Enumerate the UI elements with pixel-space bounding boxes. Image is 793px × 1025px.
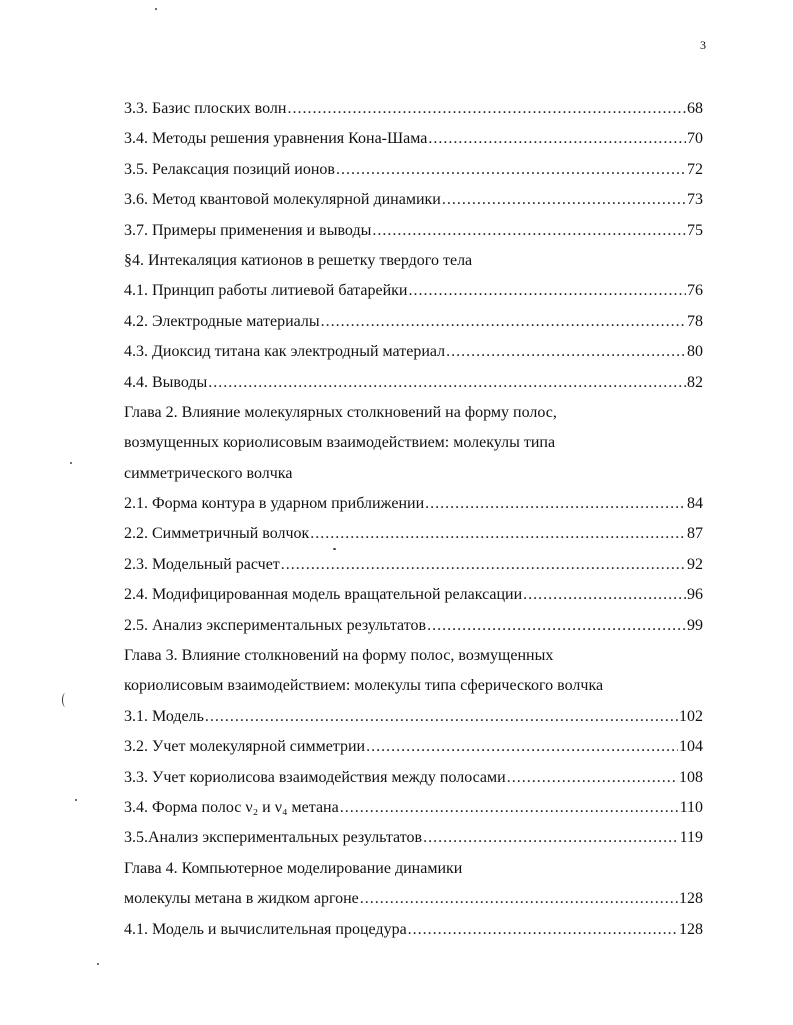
toc-page-number: 102: [679, 707, 703, 725]
toc-entry-title: 3.1. Модель: [124, 707, 204, 725]
toc-page-number: 108: [679, 768, 703, 786]
dot-leader: [321, 307, 686, 337]
dot-leader: [523, 580, 686, 610]
toc-entry: [124, 915, 703, 945]
toc-entry: [124, 368, 703, 398]
toc-entry-title: 3.5.Анализ экспериментальных результатов: [124, 829, 423, 847]
toc-entry: [124, 763, 703, 793]
toc-entry: [124, 94, 703, 124]
toc-entry-title: 4.1. Модель и вычислительная процедура: [124, 920, 407, 938]
scan-artifact-stroke: [62, 693, 69, 707]
toc-entry-title: возмущенных кориолисовым взаимодействием: молекулы типа: [124, 434, 556, 452]
dot-leader: [372, 216, 686, 246]
toc-page-number: 82: [687, 373, 703, 391]
toc-page-number: 119: [679, 829, 703, 847]
toc-page-number: 80: [687, 343, 703, 361]
toc-entry-title: 4.3. Диоксид титана как электродный материал: [124, 343, 446, 361]
toc-entry: [124, 337, 703, 367]
toc-entry: [124, 823, 703, 853]
toc-entry-title: 3.7. Примеры применения и выводы: [124, 221, 372, 239]
toc-heading: [124, 854, 703, 884]
toc-entry: [124, 732, 703, 762]
toc-entry-title: 2.1. Форма контура в ударном приближении: [124, 495, 425, 513]
dot-leader: [208, 368, 686, 398]
dot-leader: [366, 732, 678, 762]
toc-entry: [124, 185, 703, 215]
dot-leader: [281, 550, 686, 580]
toc-page-number: 68: [687, 100, 703, 117]
scan-speck: [155, 8, 157, 10]
toc-entry-title: 3.4. Форма полос ν₂ и ν₄ метана: [124, 798, 339, 816]
dot-leader: [442, 185, 686, 215]
scan-speck: [333, 548, 336, 550]
toc-page-number: 72: [687, 160, 703, 178]
toc-entry-title: 4.1. Принцип работы литиевой батарейки: [124, 282, 408, 300]
dot-leader: [423, 823, 679, 853]
dot-leader: [336, 155, 686, 185]
toc-page-number: 96: [687, 586, 703, 604]
toc-entry-title: 2.3. Модельный расчет: [124, 555, 280, 573]
toc-entry: [124, 611, 703, 641]
toc-heading: [124, 671, 703, 701]
dot-leader: [507, 763, 678, 793]
toc-entry: [124, 884, 703, 914]
toc-heading: [124, 641, 703, 671]
toc-entry-title: симметрического волчка: [124, 464, 293, 482]
toc-entry-title: Глава 2. Влияние молекулярных столкновений на форму полос,: [124, 403, 557, 421]
toc-page-number: 75: [687, 221, 703, 239]
toc-page-number: 128: [679, 920, 703, 938]
toc-entry: [124, 793, 703, 823]
toc-page-number: 87: [687, 525, 703, 543]
toc-page-number: 99: [687, 616, 703, 634]
toc-entry: [124, 276, 703, 306]
toc-entry-title: 3.4. Методы решения уравнения Кона-Шама: [124, 130, 428, 148]
toc-entry-title: 3.2. Учет молекулярной симметрии: [124, 738, 366, 756]
toc-page-number: 70: [687, 130, 703, 148]
page-number: 3: [700, 38, 706, 52]
toc-entry-title: 3.3. Учет кориолисова взаимодействия между полосами: [124, 768, 506, 786]
toc-entry: [124, 580, 703, 610]
dot-leader: [446, 337, 686, 367]
toc-entry: [124, 124, 703, 154]
toc-entry-title: 2.5. Анализ экспериментальных результатов: [124, 616, 427, 634]
dot-leader: [408, 276, 686, 306]
dot-leader: [427, 611, 686, 641]
toc-heading: [124, 459, 703, 489]
scan-speck: [70, 462, 72, 464]
dot-leader: [428, 124, 686, 154]
dot-leader: [408, 915, 678, 945]
scan-speck: [97, 963, 99, 965]
dot-leader: [310, 519, 686, 549]
toc-page-number: 84: [687, 495, 703, 513]
toc-page-number: 128: [679, 890, 703, 908]
toc-entry-title: 2.4. Модифицированная модель вращательной релаксации: [124, 586, 523, 604]
dot-leader: [425, 489, 686, 519]
toc-page-number: 92: [687, 555, 703, 573]
toc-entry-title: 4.4. Выводы: [124, 373, 208, 391]
toc-entry: [124, 702, 703, 732]
dot-leader: [205, 702, 678, 732]
toc-entry-title: Глава 3. Влияние столкновений на форму полос, возмущенных: [124, 647, 554, 665]
toc-entry: [124, 155, 703, 185]
toc-page-number: 104: [679, 738, 703, 756]
toc-page-number: 73: [687, 191, 703, 209]
toc-page-number: 76: [687, 282, 703, 300]
toc-entry: [124, 550, 703, 580]
toc-entry-title: §4. Интекаляция катионов в решетку твердого тела: [124, 251, 473, 269]
toc-entry-title: 3.6. Метод квантовой молекулярной динамики: [124, 191, 441, 209]
toc-heading: [124, 428, 703, 458]
dot-leader: [360, 884, 678, 914]
toc-heading: [124, 398, 703, 428]
toc-entry-title: Глава 4. Компьютерное моделирование динамики: [124, 859, 463, 877]
toc-entry: [124, 519, 703, 549]
dot-leader: [287, 94, 686, 124]
dot-leader: [340, 793, 679, 823]
toc-entry-title: 4.2. Электродные материалы: [124, 312, 320, 330]
toc-entry: [124, 307, 703, 337]
toc-entry-title: 3.3. Базис плоских волн: [124, 100, 287, 117]
toc-page-number: 78: [687, 312, 703, 330]
table-of-contents: [124, 94, 703, 945]
toc-heading: [124, 246, 703, 276]
scan-speck: [75, 799, 77, 801]
toc-entry-title: кориолисовым взаимодействием: молекулы типа сферического волчка: [124, 677, 604, 695]
toc-entry-title: 3.5. Релаксация позиций ионов: [124, 160, 335, 178]
toc-entry-title: молекулы метана в жидком аргоне: [124, 890, 359, 908]
toc-entry: [124, 489, 703, 519]
toc-page-number: 110: [679, 798, 703, 816]
toc-entry-title: 2.2. Симметричный волчок: [124, 525, 310, 543]
toc-entry: [124, 216, 703, 246]
